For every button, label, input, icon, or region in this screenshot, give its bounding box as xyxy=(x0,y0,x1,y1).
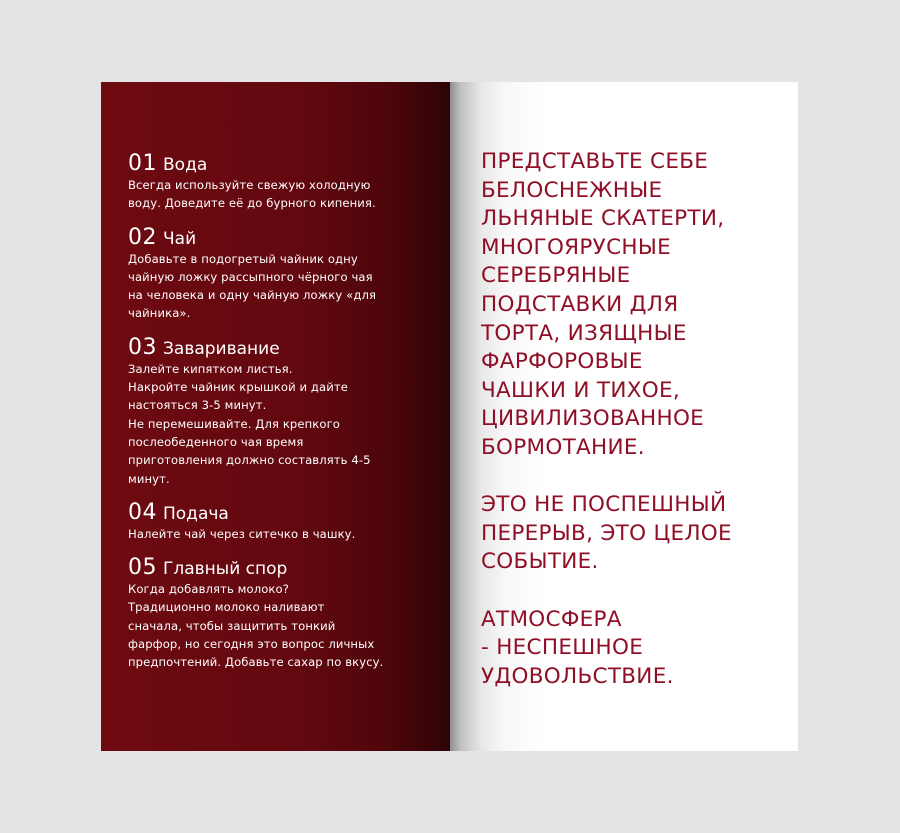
step-number: 05 xyxy=(128,555,157,581)
step-title: Вода xyxy=(163,155,208,175)
step-main-debate xyxy=(128,556,450,671)
step-number: 03 xyxy=(128,334,157,360)
step-title: Подача xyxy=(163,503,229,524)
step-number: 01 xyxy=(128,151,157,176)
step-brewing xyxy=(128,336,450,488)
tea-booklet xyxy=(101,82,798,751)
instructions-page xyxy=(101,82,450,751)
step-heading xyxy=(128,336,450,360)
step-text: Всегда используйте свежую холодную воду. Доведите её до бурного кипения. xyxy=(128,178,376,211)
step-heading xyxy=(128,501,450,525)
step-heading xyxy=(128,226,450,250)
step-tea xyxy=(128,226,450,323)
step-title: Чай xyxy=(163,228,197,249)
intro-paragraph: ПРЕДСТАВЬТЕ СЕБЕ БЕЛОСНЕЖНЫЕ ЛЬНЯНЫЕ СКАТЕРТИ, МНОГОЯРУСНЫЕ СЕРЕБРЯНЫЕ ПОДСТАВКИ ДЛЯ ТОРТА, ИЗЯЩНЫЕ ФАРФОРОВЫЕ ЧАШКИ И ТИХОЕ, ЦИВИЛИЗОВАННОЕ БОРМОТАНИЕ. xyxy=(481,149,725,460)
atmosphere-paragraph: АТМОСФЕРА - НЕСПЕШНОЕ УДОВОЛЬСТВИЕ. xyxy=(481,606,674,689)
step-number: 04 xyxy=(128,499,157,525)
step-text: Когда добавлять молоко? Традиционно молоко наливают сначала, чтобы защитить тонкий фарфор, но сегодня это вопрос личных предпочтений. Добавьте сахар по вкусу. xyxy=(128,582,384,670)
step-title: Главный спор xyxy=(163,559,288,580)
step-title: Заваривание xyxy=(163,338,280,359)
step-text: Налейте чай через ситечко в чашку. xyxy=(128,526,356,541)
step-text: Добавьте в подогретый чайник одну чайную ложку рассыпного чёрного чая на человека и одну чайную ложку «для чайника». xyxy=(128,251,377,321)
event-paragraph: ЭТО НЕ ПОСПЕШНЫЙ ПЕРЕРЫВ, ЭТО ЦЕЛОЕ СОБЫТИЕ. xyxy=(481,492,732,575)
step-text: Залейте кипятком листья. Накройте чайник крышкой и дайте настояться 3-5 минут. Не перемешивайте. Для крепкого послеобеденного чая время приготовления должно составлять 4-5 минут. xyxy=(128,361,371,486)
step-serving xyxy=(128,501,450,543)
step-number: 02 xyxy=(128,224,157,250)
step-heading xyxy=(128,152,450,176)
atmosphere-page xyxy=(450,82,798,751)
step-water xyxy=(128,152,450,213)
step-heading xyxy=(128,556,450,580)
